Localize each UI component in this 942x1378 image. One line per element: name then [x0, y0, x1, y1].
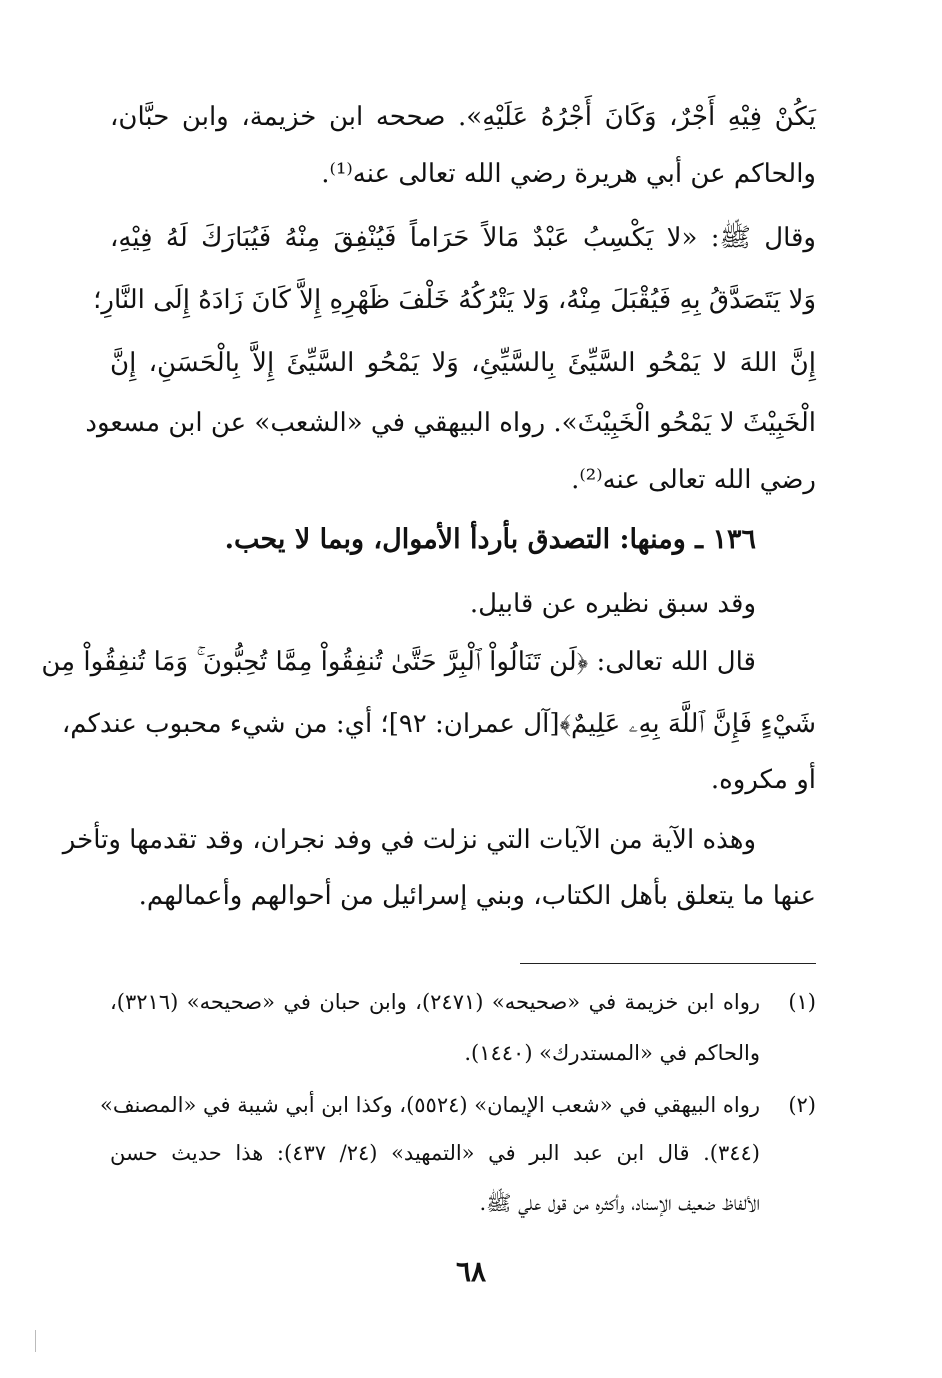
body-line-3: وقال ﷺ: «لا يَكْسِبُ عَبْدٌ مَالاً حَرَاماً فَيُنْفِقَ مِنْهُ فَيُبَارَكَ لَهُ فِيْهِ،: [110, 223, 816, 253]
body-line-13: وهذه الآية من الآيات التي نزلت في وفد نجران، وقد تقدمها وتأخر: [62, 825, 756, 855]
body-line-6: الْخَبِيْثَ لا يَمْحُو الْخَبِيْثَ». رواه البيهقي في «الشعب» عن ابن مسعود: [85, 408, 816, 438]
footnote-2-number: (٢): [788, 1093, 816, 1117]
footnote-1-line-2: والحاكم في «المستدرك» (١٤٤٠).: [464, 1041, 760, 1065]
body-line-9: وقد سبق نظيره عن قابيل.: [469, 589, 756, 619]
body-line-4: وَلا يَتَصَدَّقُ بِهِ فَيُقْبَلَ مِنْهُ، وَلا يَتْرُكُهُ خَلْفَ ظَهْرِهِ إِلاَّ كَانَ زَادَهُ إِلَى النَّارِ؛: [93, 285, 816, 315]
body-line-10: قال الله تعالى: ﴿لَن تَنَالُواْ ٱلْبِرَّ حَتَّىٰ تُنفِقُواْ مِمَّا تُحِبُّونَ ۚ وَمَا تُنفِقُواْ مِن: [41, 647, 756, 677]
page-number: ٦٨: [455, 1255, 487, 1288]
footnote-1-line-1: رواه ابن خزيمة في «صحيحه» (٢٤٧١)، وابن حبان في «صحيحه» (٣٢١٦)،: [110, 990, 760, 1014]
body-line-7: رضي الله تعالى عنه⁽²⁾.: [571, 465, 816, 495]
footnote-2-line-2: (٣٤٤). قال ابن عبد البر في «التمهيد» (٢٤/ ٤٣٧): هذا حديث حسن: [110, 1141, 760, 1165]
body-line-2: والحاكم عن أبي هريرة رضي الله تعالى عنه⁽¹⁾.: [321, 159, 816, 189]
footnote-1-number: (١): [788, 990, 816, 1014]
footnote-separator: [520, 963, 816, 964]
footnote-2: [99, 1088, 816, 1122]
body-line-5: إِنَّ اللهَ لا يَمْحُو السَّيِّئَ بِالسَّيِّئِ، وَلا يَمْحُو السَّيِّئَ إِلاَّ بِالْحَسَنِ، إِنَّ: [110, 348, 816, 378]
footnote-1: [110, 985, 816, 1019]
footnote-2-line-3: الألفاظ ضعيف الإسناد، وأكثره من قول علي ﷺ.: [479, 1191, 760, 1215]
body-line-14: عنها ما يتعلق بأهل الكتاب، وبني إسرائيل من أحوالهم وأعمالهم.: [138, 881, 816, 911]
footnote-2-line-1: رواه البيهقي في «شعب الإيمان» (٥٥٢٤)، وكذا ابن أبي شيبة في «المصنف»: [99, 1093, 760, 1117]
body-line-1: يَكُنْ فِيْهِ أَجْرٌ، وَكَانَ أَجْرُهُ عَلَيْهِ». صححه ابن خزيمة، وابن حبَّان،: [110, 102, 816, 132]
body-line-12: أو مكروه.: [710, 765, 816, 795]
body-line-11: شَيْءٍ فَإِنَّ ٱللَّهَ بِهِۦ عَلِيمٌ﴾[آل عمران: ٩٢]؛ أي: من شيء محبوب عندكم،: [61, 709, 816, 739]
scan-edge-mark: [35, 1330, 36, 1352]
section-heading: ١٣٦ ـ ومنها: التصدق بأردأ الأموال، وبما لا يحب.: [224, 524, 756, 555]
